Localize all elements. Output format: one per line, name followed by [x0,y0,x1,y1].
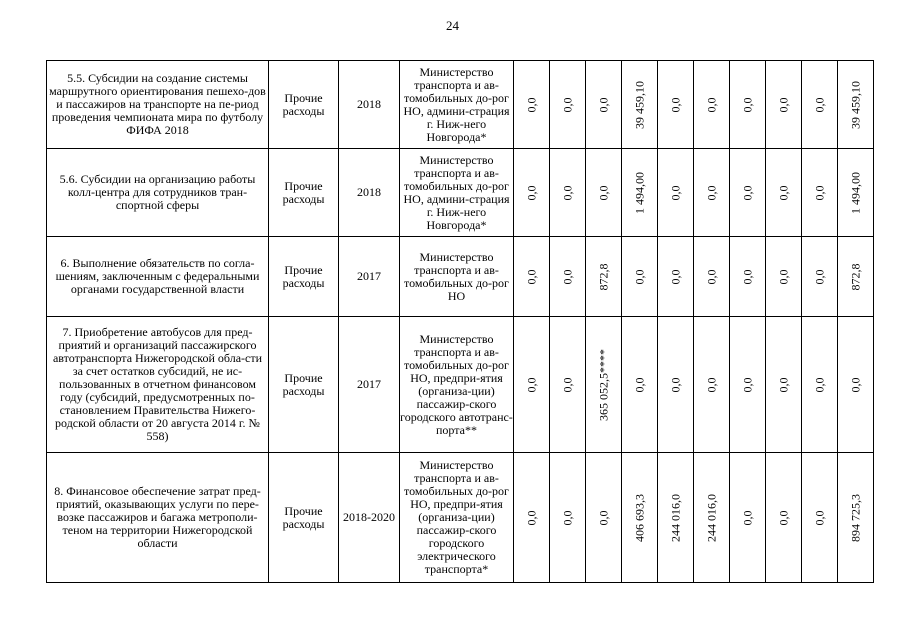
row-value: 0,0 [812,269,826,284]
row-value-cell [586,453,622,583]
row-year: 2017 [339,237,400,317]
row-value-cell [658,149,694,237]
row-value: 0,0 [704,185,718,200]
row-value-cell [550,237,586,317]
row-description: 7. Приобретение автобусов для пред-приятий и организаций пассажирского автотранспорта Нижегородской обла-сти за счет остатков субсидий, не ис-пользованных в отчетном финансовом году (субсидий, предусмотренных по-становлением Правительства Нижего-родской области от 20 августа 2014 г. № 558) [47,317,269,453]
page-number: 24 [446,18,459,33]
row-value-cell [838,237,874,317]
row-expense-type: Прочие расходы [269,61,339,149]
row-value-cell [766,149,802,237]
row-description: 6. Выполнение обязательств по согла-шениям, заключенным с федеральными органами государственной власти [47,237,269,317]
row-value-cell [694,237,730,317]
row-value-cell [550,149,586,237]
row-value: 0,0 [848,377,862,392]
row-value: 0,0 [740,97,754,112]
row-value-cell [838,453,874,583]
row-description: 8. Финансовое обеспечение затрат пред-приятий, оказывающих услуги по пере-возке пассажиров и багажа метрополи-теном на территории Нижегородской области [47,453,269,583]
row-value: 1 494,00 [848,171,862,214]
row-value-cell [658,61,694,149]
row-value-cell [694,453,730,583]
row-value: 0,0 [668,97,682,112]
table-row [47,453,874,583]
row-value: 872,8 [596,263,610,290]
row-value-cell [766,61,802,149]
row-value: 0,0 [776,510,790,525]
row-value-cell [730,237,766,317]
budget-table [46,60,874,583]
row-value-cell [694,61,730,149]
row-value-cell [550,453,586,583]
row-value: 0,0 [560,377,574,392]
row-value: 0,0 [740,269,754,284]
row-value-cell [802,149,838,237]
row-value: 0,0 [740,510,754,525]
row-value: 0,0 [560,510,574,525]
row-executor: Министерство транспорта и ав-томобильных до-рог НО [400,237,514,317]
row-description: 5.6. Субсидии на организацию работы колл-центра для сотрудников тран-спортной сферы [47,149,269,237]
table-row [47,61,874,149]
row-value-cell [838,149,874,237]
row-value: 244 016,0 [668,493,682,542]
row-value-cell [550,61,586,149]
row-value: 0,0 [740,185,754,200]
row-description: 5.5. Субсидии на создание системы маршрутного ориентирования пешехо-дов и пассажиров на транспорте на пе-риод проведения чемпионата мира по футболу ФИФА 2018 [47,61,269,149]
row-expense-type: Прочие расходы [269,453,339,583]
row-value-cell [514,317,550,453]
row-value-cell [622,317,658,453]
row-value-cell [838,61,874,149]
row-value-cell [586,61,622,149]
row-value: 0,0 [560,269,574,284]
row-value-cell [550,317,586,453]
row-value: 0,0 [524,377,538,392]
row-year: 2018-2020 [339,453,400,583]
row-value-cell [730,317,766,453]
row-value: 1 494,00 [632,171,646,214]
row-value: 0,0 [812,97,826,112]
row-executor: Министерство транспорта и ав-томобильных до-рог НО, админи-страция г. Ниж-него Новгорода* [400,149,514,237]
row-expense-type: Прочие расходы [269,317,339,453]
row-value-cell [730,453,766,583]
row-year: 2018 [339,61,400,149]
row-value: 0,0 [560,185,574,200]
row-value: 0,0 [560,97,574,112]
row-value-cell [622,237,658,317]
row-value-cell [514,237,550,317]
row-value-cell [586,317,622,453]
row-value-cell [622,149,658,237]
row-value: 0,0 [776,97,790,112]
row-value-cell [694,149,730,237]
row-value-cell [514,453,550,583]
row-value: 406 693,3 [632,493,646,542]
table-row [47,317,874,453]
row-value: 0,0 [776,269,790,284]
row-value-cell [658,453,694,583]
row-value-cell [766,237,802,317]
row-value: 244 016,0 [704,493,718,542]
row-value: 0,0 [812,185,826,200]
row-value: 0,0 [776,185,790,200]
row-value: 0,0 [524,510,538,525]
table-row [47,237,874,317]
row-value: 0,0 [740,377,754,392]
row-value: 0,0 [524,97,538,112]
row-value-cell [730,149,766,237]
row-value-cell [658,237,694,317]
row-value-cell [766,453,802,583]
row-value: 0,0 [596,185,610,200]
row-value: 0,0 [668,377,682,392]
row-year: 2017 [339,317,400,453]
row-value: 0,0 [524,185,538,200]
row-expense-type: Прочие расходы [269,237,339,317]
table-row [47,149,874,237]
row-executor: Министерство транспорта и ав-томобильных до-рог НО, админи-страция г. Ниж-него Новгорода* [400,61,514,149]
row-value-cell [586,149,622,237]
row-value-cell [694,317,730,453]
row-value-cell [838,317,874,453]
row-value: 365 052,5**** [596,348,610,421]
row-value: 0,0 [776,377,790,392]
row-value: 0,0 [596,510,610,525]
row-value-cell [766,317,802,453]
row-value: 0,0 [668,185,682,200]
row-value: 872,8 [848,263,862,290]
row-value: 894 725,3 [848,493,862,542]
row-value-cell [658,317,694,453]
row-value: 0,0 [668,269,682,284]
row-executor: Министерство транспорта и ав-томобильных до-рог НО, предпри-ятия (организа-ции) пассажир-ского городского электрического транспорта* [400,453,514,583]
row-value-cell [802,453,838,583]
row-value: 0,0 [524,269,538,284]
row-value-cell [586,237,622,317]
row-value-cell [514,61,550,149]
row-value: 39 459,10 [848,80,862,129]
row-executor: Министерство транспорта и ав-томобильных до-рог НО, предпри-ятия (организа-ции) пассажир-ского городского автотранс-порта** [400,317,514,453]
row-value-cell [730,61,766,149]
row-value: 0,0 [812,377,826,392]
row-value: 0,0 [812,510,826,525]
row-expense-type: Прочие расходы [269,149,339,237]
row-value-cell [514,149,550,237]
row-value: 0,0 [704,97,718,112]
row-value-cell [802,61,838,149]
row-value: 0,0 [596,97,610,112]
row-value: 0,0 [632,377,646,392]
row-value-cell [622,61,658,149]
row-value: 39 459,10 [632,80,646,129]
row-value-cell [802,237,838,317]
row-value: 0,0 [632,269,646,284]
row-value-cell [802,317,838,453]
row-year: 2018 [339,149,400,237]
row-value: 0,0 [704,269,718,284]
row-value-cell [622,453,658,583]
row-value: 0,0 [704,377,718,392]
